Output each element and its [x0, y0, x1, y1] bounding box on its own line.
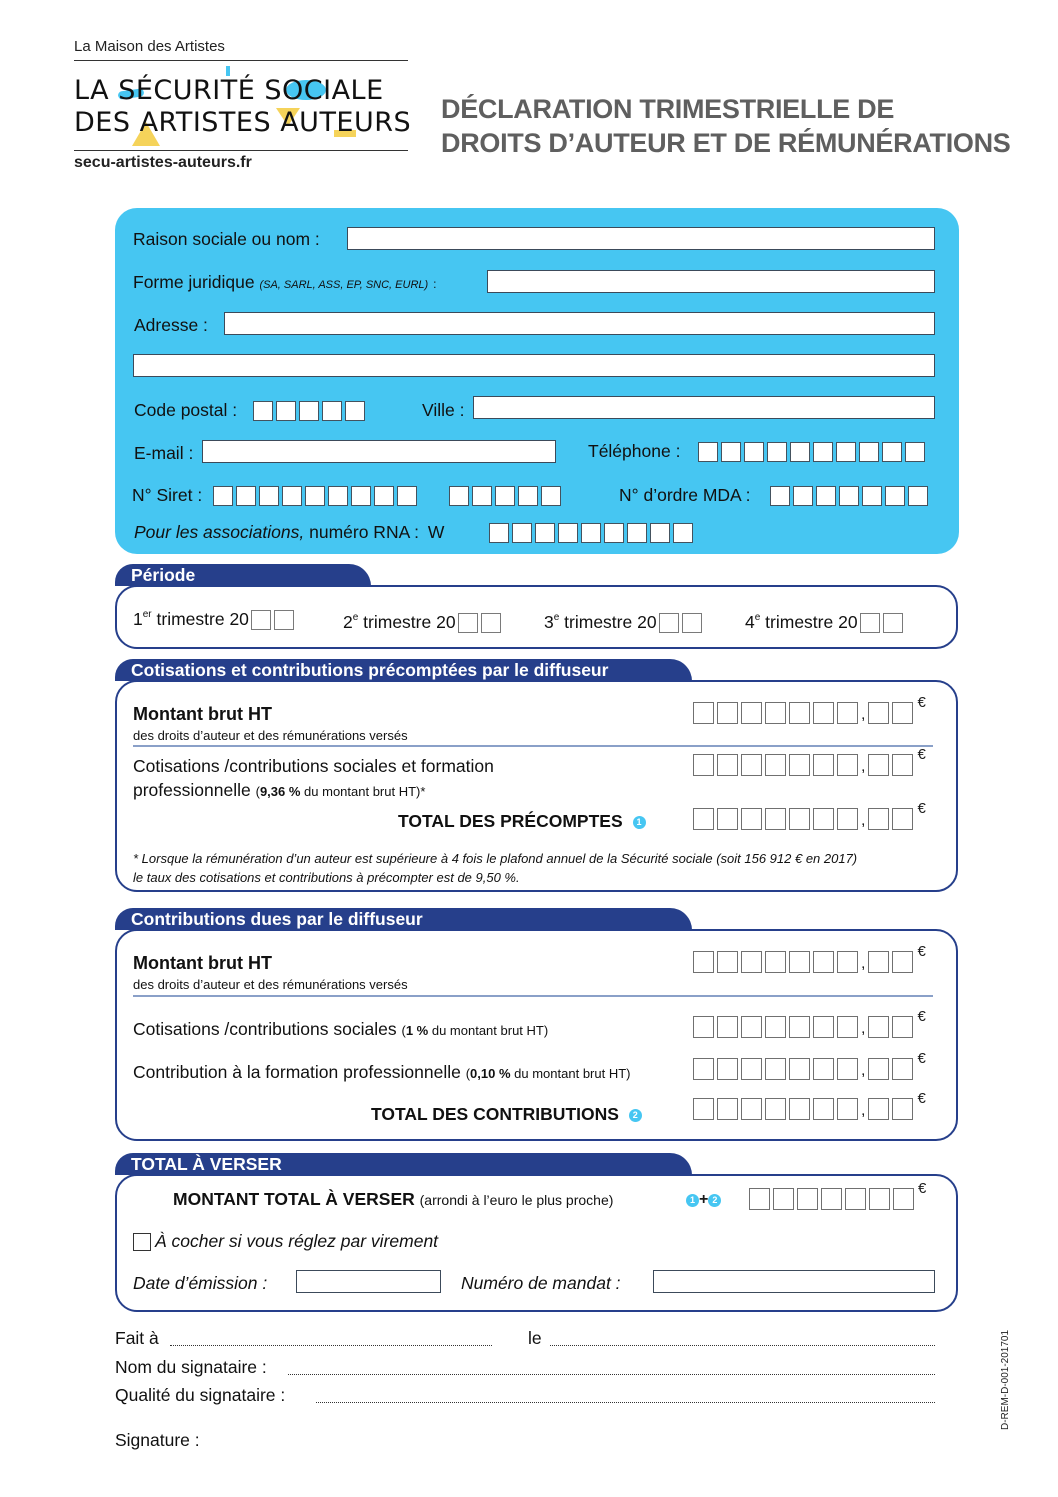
digit-box[interactable]: [765, 951, 786, 973]
digit-box[interactable]: [789, 1016, 810, 1038]
fait-a-field[interactable]: [170, 1332, 492, 1346]
total-montant-text: MONTANT TOTAL À VERSER: [173, 1189, 415, 1209]
euro-symbol: €: [917, 694, 926, 711]
raison-sociale-label: Raison sociale ou nom :: [133, 229, 320, 249]
digit-box[interactable]: [741, 702, 762, 724]
trimestre-3-year-boxes[interactable]: [659, 613, 702, 633]
digit-box[interactable]: [698, 442, 718, 462]
precompte-montant-sub: des droits d’auteur et des rémunérations versés: [133, 728, 408, 743]
digit-box[interactable]: [693, 1058, 714, 1080]
digit-box[interactable]: [472, 486, 492, 506]
digit-box[interactable]: [322, 401, 342, 421]
logo-rule-bottom: [74, 150, 408, 151]
euro-symbol: €: [918, 1180, 927, 1197]
footnote-line-1: * Lorsque la rémunération d’un auteur est supérieure à 4 fois le plafond annuel de la Sécurité sociale (soit 156 912 € en 2017): [133, 851, 858, 866]
email-field[interactable]: [202, 440, 556, 463]
digit-box[interactable]: [458, 613, 478, 633]
page-title: [441, 92, 1011, 160]
contrib-montant-sub: des droits d’auteur et des rémunérations versés: [133, 977, 408, 992]
digit-box[interactable]: [351, 486, 371, 506]
trimestre-4-label: trimestre 20: [765, 612, 858, 632]
digit-box[interactable]: [892, 702, 913, 724]
digit-box[interactable]: [627, 523, 647, 543]
contrib-formation-text: Contribution à la formation professionnelle: [133, 1062, 461, 1082]
digit-box[interactable]: [765, 808, 786, 830]
digit-box[interactable]: [789, 702, 810, 724]
digit-box[interactable]: [765, 754, 786, 776]
digit-box[interactable]: [837, 1098, 858, 1120]
siret-boxes-siren[interactable]: [213, 486, 417, 506]
footnote-line-2: le taux des cotisations et contributions à précompter est de 9,50 %.: [133, 870, 520, 885]
digit-box[interactable]: [721, 442, 741, 462]
forme-juridique-hint: (SA, SARL, ASS, EP, SNC, EURL): [259, 279, 429, 291]
digit-box[interactable]: [717, 1016, 738, 1038]
digit-box[interactable]: [892, 951, 913, 973]
trimestre-2-year-boxes[interactable]: [458, 613, 501, 633]
plus-sign: +: [699, 1191, 709, 1208]
decimal-comma: ,: [861, 1102, 866, 1119]
mda-boxes[interactable]: [770, 486, 928, 506]
digit-box[interactable]: [885, 486, 905, 506]
precompte-divider: [133, 745, 933, 747]
digit-box[interactable]: [839, 486, 859, 506]
trimestre-3-num: 3: [544, 612, 554, 632]
digit-box[interactable]: [693, 754, 714, 776]
rna-label-text: numéro RNA :: [309, 522, 420, 542]
trimestre-1-sup: er: [142, 609, 152, 620]
digit-box[interactable]: [693, 702, 714, 724]
amount-decimal-boxes[interactable]: [868, 754, 913, 776]
siret-label: N° Siret :: [132, 485, 203, 505]
digit-box[interactable]: [767, 442, 787, 462]
qualite-signataire-label: Qualité du signataire :: [115, 1385, 286, 1405]
trimestre-3-sup: e: [553, 612, 560, 623]
digit-box[interactable]: [673, 523, 693, 543]
trimestre-4-year-boxes[interactable]: [860, 613, 903, 633]
digit-box[interactable]: [512, 523, 532, 543]
contrib-formation-rate: 0,10 %: [470, 1066, 511, 1081]
digit-box[interactable]: [741, 754, 762, 776]
digit-box[interactable]: [741, 951, 762, 973]
amount-integer-boxes[interactable]: [693, 1016, 858, 1038]
digit-box[interactable]: [813, 951, 834, 973]
siret-boxes-nic[interactable]: [449, 486, 561, 506]
digit-box[interactable]: [765, 1016, 786, 1038]
amount-decimal-boxes[interactable]: [868, 1098, 913, 1120]
adresse-field[interactable]: [224, 312, 935, 335]
amount-decimal-boxes[interactable]: [868, 1058, 913, 1080]
digit-box[interactable]: [581, 523, 601, 543]
digit-box[interactable]: [397, 486, 417, 506]
digit-box[interactable]: [282, 486, 302, 506]
digit-box[interactable]: [837, 951, 858, 973]
euro-symbol: €: [917, 746, 926, 763]
digit-box[interactable]: [859, 442, 879, 462]
digit-box[interactable]: [374, 486, 394, 506]
digit-box[interactable]: [765, 1058, 786, 1080]
precompte-footnote: [133, 849, 857, 887]
precompte-montant-amount[interactable]: [693, 694, 926, 724]
telephone-label: Téléphone :: [588, 441, 681, 461]
raison-sociale-field[interactable]: [347, 227, 935, 250]
digit-box[interactable]: [790, 442, 810, 462]
digit-box[interactable]: [741, 808, 762, 830]
trimestre-2-label: trimestre 20: [363, 612, 456, 632]
precompte-cotis-line-1: Cotisations /contributions sociales et formation: [133, 756, 494, 776]
digit-box[interactable]: [717, 951, 738, 973]
digit-box[interactable]: [813, 1016, 834, 1038]
contrib-cotis-amount[interactable]: [693, 1008, 926, 1038]
logo-line-1: LA SÉCURITÉ SOCIALE: [74, 75, 384, 106]
trimestre-2-sup: e: [352, 612, 359, 623]
digit-box[interactable]: [213, 486, 233, 506]
digit-box[interactable]: [650, 523, 670, 543]
badge-2-icon: 2: [708, 1194, 721, 1207]
digit-box[interactable]: [869, 1188, 890, 1210]
digit-box[interactable]: [883, 613, 903, 633]
contrib-divider: [133, 995, 933, 997]
precompte-rate-tail: du montant brut HT)*: [304, 784, 426, 799]
virement-checkbox[interactable]: [133, 1233, 151, 1251]
precompte-total-amount[interactable]: [693, 800, 926, 830]
le-label: le: [528, 1328, 542, 1348]
total-tab: TOTAL À VERSER: [115, 1153, 692, 1175]
decimal-comma: ,: [861, 706, 866, 723]
amount-integer-boxes[interactable]: [693, 951, 858, 973]
digit-box[interactable]: [821, 1188, 842, 1210]
trimestre-2-num: 2: [343, 612, 353, 632]
amount-decimal-boxes[interactable]: [868, 951, 913, 973]
precompte-montant-label: Montant brut HT: [133, 704, 272, 724]
total-amount-boxes[interactable]: [749, 1188, 914, 1210]
trimestre-1-num: 1: [133, 609, 143, 629]
digit-box[interactable]: [797, 1188, 818, 1210]
precompte-tab: Cotisations et contributions précomptées par le diffuseur: [115, 659, 692, 681]
digit-box[interactable]: [868, 1016, 889, 1038]
precompte-total-label: [398, 811, 646, 832]
decimal-comma: ,: [861, 1020, 866, 1037]
title-line-2: DROITS D’AUTEUR ET DE RÉMUNÉRATIONS: [441, 128, 1011, 158]
date-emission-label: Date d’émission :: [133, 1273, 268, 1293]
contrib-formation-amount[interactable]: [693, 1050, 926, 1080]
digit-box[interactable]: [813, 702, 834, 724]
mandat-field[interactable]: [653, 1270, 935, 1293]
adresse-line-2-field[interactable]: [133, 354, 935, 377]
badge-1-icon: 1: [633, 816, 646, 829]
digit-box[interactable]: [836, 442, 856, 462]
amount-integer-boxes[interactable]: [693, 754, 858, 776]
digit-box[interactable]: [793, 486, 813, 506]
date-emission-field[interactable]: [296, 1270, 441, 1293]
trimestre-4-num: 4: [745, 612, 755, 632]
total-montant-label: [173, 1189, 613, 1210]
document-code: D-REM-D-001-201701: [1000, 1329, 1011, 1430]
digit-box[interactable]: [789, 808, 810, 830]
digit-box[interactable]: [449, 486, 469, 506]
decimal-comma: ,: [861, 758, 866, 775]
euro-symbol: €: [917, 1050, 926, 1067]
rna-prefix: W: [427, 522, 445, 542]
digit-box[interactable]: [882, 442, 902, 462]
digit-box[interactable]: [789, 1098, 810, 1120]
decimal-comma: ,: [861, 955, 866, 972]
ville-label: Ville :: [422, 400, 465, 420]
contrib-montant-amount[interactable]: [693, 943, 926, 973]
contrib-montant-label: Montant brut HT: [133, 953, 272, 973]
code-postal-label: Code postal :: [134, 400, 238, 420]
nom-signataire-field[interactable]: [288, 1361, 935, 1375]
contributions-tab: Contributions dues par le diffuseur: [115, 908, 692, 930]
digit-box[interactable]: [741, 1016, 762, 1038]
contrib-cotis-tail: du montant brut HT): [431, 1023, 549, 1038]
digit-box[interactable]: [251, 610, 271, 630]
digit-box[interactable]: [659, 613, 679, 633]
digit-box[interactable]: [789, 1058, 810, 1080]
digit-box[interactable]: [862, 486, 882, 506]
digit-box[interactable]: [693, 1098, 714, 1120]
digit-box[interactable]: [837, 808, 858, 830]
adresse-label: Adresse :: [134, 315, 208, 335]
digit-box[interactable]: [868, 1058, 889, 1080]
trimestre-3: [544, 612, 702, 633]
digit-box[interactable]: [813, 1098, 834, 1120]
digit-box[interactable]: [837, 702, 858, 724]
digit-box[interactable]: [717, 754, 738, 776]
virement-label: À cocher si vous réglez par virement: [155, 1231, 439, 1251]
digit-box[interactable]: [489, 523, 509, 543]
mandat-label: Numéro de mandat :: [461, 1273, 621, 1293]
digit-box[interactable]: [345, 401, 365, 421]
forme-juridique-label: [133, 272, 436, 293]
digit-box[interactable]: [765, 702, 786, 724]
digit-box[interactable]: [535, 523, 555, 543]
digit-box[interactable]: [717, 702, 738, 724]
amount-decimal-boxes[interactable]: [868, 702, 913, 724]
precompte-cotis-amount[interactable]: [693, 746, 926, 776]
digit-box[interactable]: [868, 754, 889, 776]
digit-box[interactable]: [765, 1098, 786, 1120]
contrib-total-amount[interactable]: [693, 1090, 926, 1120]
euro-symbol: €: [917, 943, 926, 960]
digit-box[interactable]: [328, 486, 348, 506]
trimestre-4-sup: e: [754, 612, 761, 623]
precompte-cotis-line-2-text: professionnelle: [133, 780, 251, 800]
digit-box[interactable]: [892, 1016, 913, 1038]
fait-a-label: Fait à: [115, 1328, 159, 1348]
digit-box[interactable]: [276, 401, 296, 421]
digit-box[interactable]: [905, 442, 925, 462]
amount-decimal-boxes[interactable]: [868, 1016, 913, 1038]
contrib-cotis-text: Cotisations /contributions sociales: [133, 1019, 397, 1039]
digit-box[interactable]: [717, 1058, 738, 1080]
digit-box[interactable]: [868, 808, 889, 830]
rna-label-italic: Pour les associations,: [134, 522, 305, 542]
email-label: E-mail :: [134, 443, 194, 463]
digit-box[interactable]: [813, 808, 834, 830]
precompte-total-text: TOTAL DES PRÉCOMPTES: [398, 811, 623, 831]
trimestre-1-label: trimestre 20: [156, 609, 249, 629]
virement-row: [133, 1231, 438, 1252]
forme-juridique-colon: :: [433, 277, 437, 291]
contrib-cotis-label: Cotisations /contributions sociales (1 % du montant brut HT): [133, 1019, 549, 1039]
digit-box[interactable]: [813, 1058, 834, 1080]
logo-line-2: DES ARTISTES AUTEURS: [74, 107, 412, 138]
digit-box[interactable]: [682, 613, 702, 633]
trimestre-1-year-boxes[interactable]: [251, 610, 294, 630]
digit-box[interactable]: [868, 951, 889, 973]
date-field[interactable]: [550, 1332, 935, 1346]
periode-tab: Période: [115, 564, 371, 586]
digit-box[interactable]: [558, 523, 578, 543]
digit-box[interactable]: [741, 1058, 762, 1080]
digit-box[interactable]: [305, 486, 325, 506]
amount-integer-boxes[interactable]: [693, 1098, 858, 1120]
trimestre-3-label: trimestre 20: [564, 612, 657, 632]
digit-box[interactable]: [813, 442, 833, 462]
digit-box[interactable]: [717, 1098, 738, 1120]
decimal-comma: ,: [861, 812, 866, 829]
digit-box[interactable]: [892, 808, 913, 830]
digit-box[interactable]: [892, 1098, 913, 1120]
digit-box[interactable]: [816, 486, 836, 506]
euro-symbol: €: [917, 1090, 926, 1107]
precompte-rate-open: (: [255, 784, 260, 799]
digit-box[interactable]: [693, 1016, 714, 1038]
rna-label: [134, 522, 444, 543]
digit-box[interactable]: [789, 754, 810, 776]
digit-box[interactable]: [789, 951, 810, 973]
telephone-boxes[interactable]: [698, 442, 925, 462]
trimestre-1: [133, 609, 294, 630]
logo-rule-top: [74, 60, 408, 61]
digit-box[interactable]: [860, 613, 880, 633]
amount-decimal-boxes[interactable]: [868, 808, 913, 830]
total-formula: [686, 1191, 721, 1209]
badge-2-icon: 2: [629, 1109, 642, 1122]
total-montant-hint: (arrondi à l’euro le plus proche): [419, 1192, 614, 1208]
digit-box[interactable]: [868, 702, 889, 724]
digit-box[interactable]: [892, 1058, 913, 1080]
org-name: La Maison des Artistes: [74, 38, 225, 55]
digit-box[interactable]: [236, 486, 256, 506]
digit-box[interactable]: [908, 486, 928, 506]
digit-box[interactable]: [837, 1016, 858, 1038]
contrib-total-text: TOTAL DES CONTRIBUTIONS: [371, 1104, 619, 1124]
euro-symbol: €: [917, 1008, 926, 1025]
digit-box[interactable]: [253, 401, 273, 421]
decimal-comma: ,: [861, 1062, 866, 1079]
digit-box[interactable]: [693, 808, 714, 830]
precompte-cotis-line-2: [133, 780, 425, 801]
website-url: secu-artistes-auteurs.fr: [74, 154, 252, 171]
ville-field[interactable]: [473, 396, 935, 419]
digit-box[interactable]: [259, 486, 279, 506]
contrib-formation-label: Contribution à la formation professionnelle (0,10 % du montant brut HT): [133, 1062, 631, 1082]
digit-box[interactable]: [481, 613, 501, 633]
digit-box[interactable]: [541, 486, 561, 506]
nom-signataire-label: Nom du signataire :: [115, 1357, 267, 1377]
digit-box[interactable]: [837, 1058, 858, 1080]
digit-box[interactable]: [837, 754, 858, 776]
digit-box[interactable]: [274, 610, 294, 630]
precompte-cotis-rate: 9,36 %: [259, 784, 301, 799]
title-line-1: DÉCLARATION TRIMESTRIELLE DE: [441, 94, 895, 124]
digit-box[interactable]: [741, 1098, 762, 1120]
amount-integer-boxes[interactable]: [693, 1058, 858, 1080]
total-amount[interactable]: [749, 1180, 927, 1210]
contrib-formation-tail: du montant brut HT): [514, 1066, 631, 1081]
digit-box[interactable]: [495, 486, 515, 506]
contrib-cotis-rate: 1 %: [405, 1023, 429, 1038]
digit-box[interactable]: [892, 754, 913, 776]
digit-box[interactable]: [813, 754, 834, 776]
amount-integer-boxes[interactable]: [693, 808, 858, 830]
qualite-signataire-field[interactable]: [316, 1389, 935, 1403]
badge-1-icon: 1: [686, 1194, 699, 1207]
digit-box[interactable]: [693, 951, 714, 973]
forme-juridique-field[interactable]: [487, 270, 935, 293]
digit-box[interactable]: [868, 1098, 889, 1120]
digit-box[interactable]: [717, 808, 738, 830]
digit-box[interactable]: [893, 1188, 914, 1210]
digit-box[interactable]: [299, 401, 319, 421]
trimestre-2: [343, 612, 501, 633]
digit-box[interactable]: [744, 442, 764, 462]
digit-box[interactable]: [749, 1188, 770, 1210]
rna-boxes[interactable]: [489, 523, 693, 543]
forme-juridique-text: Forme juridique: [133, 272, 255, 292]
trimestre-4: [745, 612, 903, 633]
digit-box[interactable]: [604, 523, 624, 543]
mda-label: N° d’ordre MDA :: [619, 485, 751, 505]
digit-box[interactable]: [770, 486, 790, 506]
amount-integer-boxes[interactable]: [693, 702, 858, 724]
code-postal-boxes[interactable]: [253, 401, 365, 421]
digit-box[interactable]: [518, 486, 538, 506]
euro-symbol: €: [917, 800, 926, 817]
contrib-total-label: [371, 1104, 642, 1125]
signature-label: Signature :: [115, 1430, 200, 1450]
digit-box[interactable]: [845, 1188, 866, 1210]
digit-box[interactable]: [773, 1188, 794, 1210]
